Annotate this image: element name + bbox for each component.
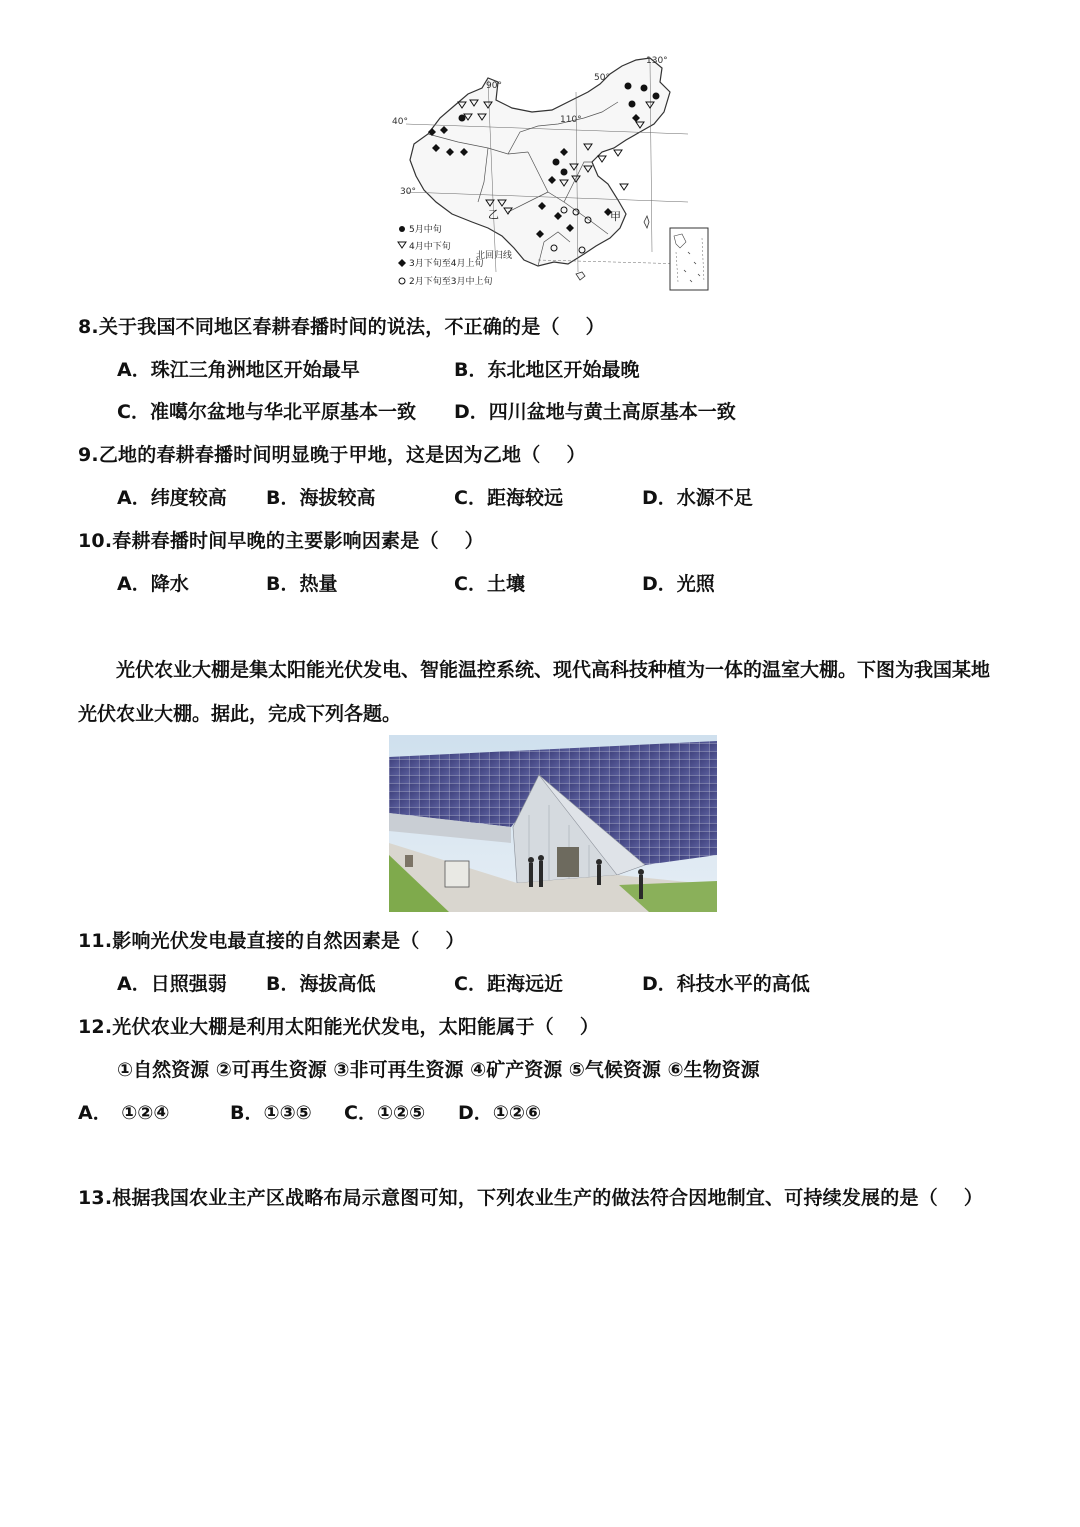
circle-icon bbox=[399, 278, 405, 284]
legend-label-4: 2月下旬至3月中上旬 bbox=[409, 277, 493, 287]
degree-label-90: 90° bbox=[486, 81, 502, 91]
q8-option-a: A．珠江三角洲地区开始最早 bbox=[117, 359, 360, 381]
place-label-jia: 甲 bbox=[610, 210, 621, 223]
legend-label-1: 5月中旬 bbox=[409, 225, 442, 235]
question-9-stem: 9.乙地的春耕春播时间明显晚于甲地，这是因为乙地（ ） bbox=[78, 444, 586, 466]
q10-option-b: B．热量 bbox=[266, 573, 338, 595]
hainan-island bbox=[576, 272, 585, 280]
q8-option-b: B．东北地区开始最晚 bbox=[454, 359, 640, 381]
question-10-stem: 10.春耕春播时间早晚的主要影响因素是（ ） bbox=[78, 530, 484, 552]
degree-label-40: 40° bbox=[392, 117, 408, 127]
q9-option-c: C．距海较远 bbox=[454, 487, 563, 509]
q8-option-d: D．四川盆地与黄土高原基本一致 bbox=[454, 401, 736, 423]
question-8-stem: 8.关于我国不同地区春耕春播时间的说法，不正确的是（ ） bbox=[78, 316, 605, 338]
diamond-icon bbox=[398, 259, 406, 267]
q11-option-d: D．科技水平的高低 bbox=[642, 973, 810, 995]
q11-option-a: A．日照强弱 bbox=[117, 973, 227, 995]
q12-option-d: D．①②⑥ bbox=[458, 1102, 542, 1124]
q8-option-c: C．准噶尔盆地与华北平原基本一致 bbox=[117, 401, 416, 423]
q10-option-a: A．降水 bbox=[117, 573, 189, 595]
tropic-label: 北回归线 bbox=[476, 251, 513, 261]
q9-option-a: A．纬度较高 bbox=[117, 487, 227, 509]
q10-option-c: C．土壤 bbox=[454, 573, 525, 595]
pv-greenhouse-photo bbox=[389, 735, 717, 912]
q11-option-b: B．海拔高低 bbox=[266, 973, 376, 995]
q11-option-c: C．距海远近 bbox=[454, 973, 563, 995]
china-spring-sowing-map bbox=[388, 52, 710, 292]
question-11-stem: 11.影响光伏发电最直接的自然因素是（ ） bbox=[78, 930, 465, 952]
legend-label-3: 3月下旬至4月上旬 bbox=[409, 259, 484, 269]
south-china-sea-inset bbox=[670, 228, 708, 290]
legend-label-2: 4月中下旬 bbox=[409, 242, 451, 252]
passage-line-2: 光伏农业大棚。据此，完成下列各题。 bbox=[78, 703, 402, 725]
degree-label-30: 30° bbox=[400, 187, 416, 197]
passage-line-1: 光伏农业大棚是集太阳能光伏发电、智能温控系统、现代高科技种植为一体的温室大棚。下图为我国某地 bbox=[116, 659, 991, 681]
q9-option-d: D．水源不足 bbox=[642, 487, 753, 509]
degree-label-110: 110° bbox=[560, 115, 582, 125]
q10-option-d: D．光照 bbox=[642, 573, 715, 595]
q12-option-a: A． ①②④ bbox=[78, 1102, 170, 1124]
question-12-stem: 12.光伏农业大棚是利用太阳能光伏发电，太阳能属于（ ） bbox=[78, 1016, 600, 1038]
q12-option-c: C．①②⑤ bbox=[344, 1102, 426, 1124]
taiwan-island bbox=[644, 216, 649, 228]
question-13-stem: 13.根据我国农业主产区战略布局示意图可知，下列农业生产的做法符合因地制宜、可持续发展的是（ ） bbox=[78, 1187, 984, 1209]
q12-resource-items: ①自然资源 ②可再生资源 ③非可再生资源 ④矿产资源 ⑤气候资源 ⑥生物资源 bbox=[117, 1059, 760, 1081]
dot-icon bbox=[399, 226, 405, 232]
degree-label-50: 50° bbox=[594, 73, 610, 83]
triangle-icon bbox=[398, 242, 406, 248]
q12-option-b: B．①③⑤ bbox=[230, 1102, 312, 1124]
place-label-yi: 乙 bbox=[488, 208, 499, 221]
degree-label-130: 130° bbox=[646, 56, 668, 66]
q9-option-b: B．海拔较高 bbox=[266, 487, 376, 509]
